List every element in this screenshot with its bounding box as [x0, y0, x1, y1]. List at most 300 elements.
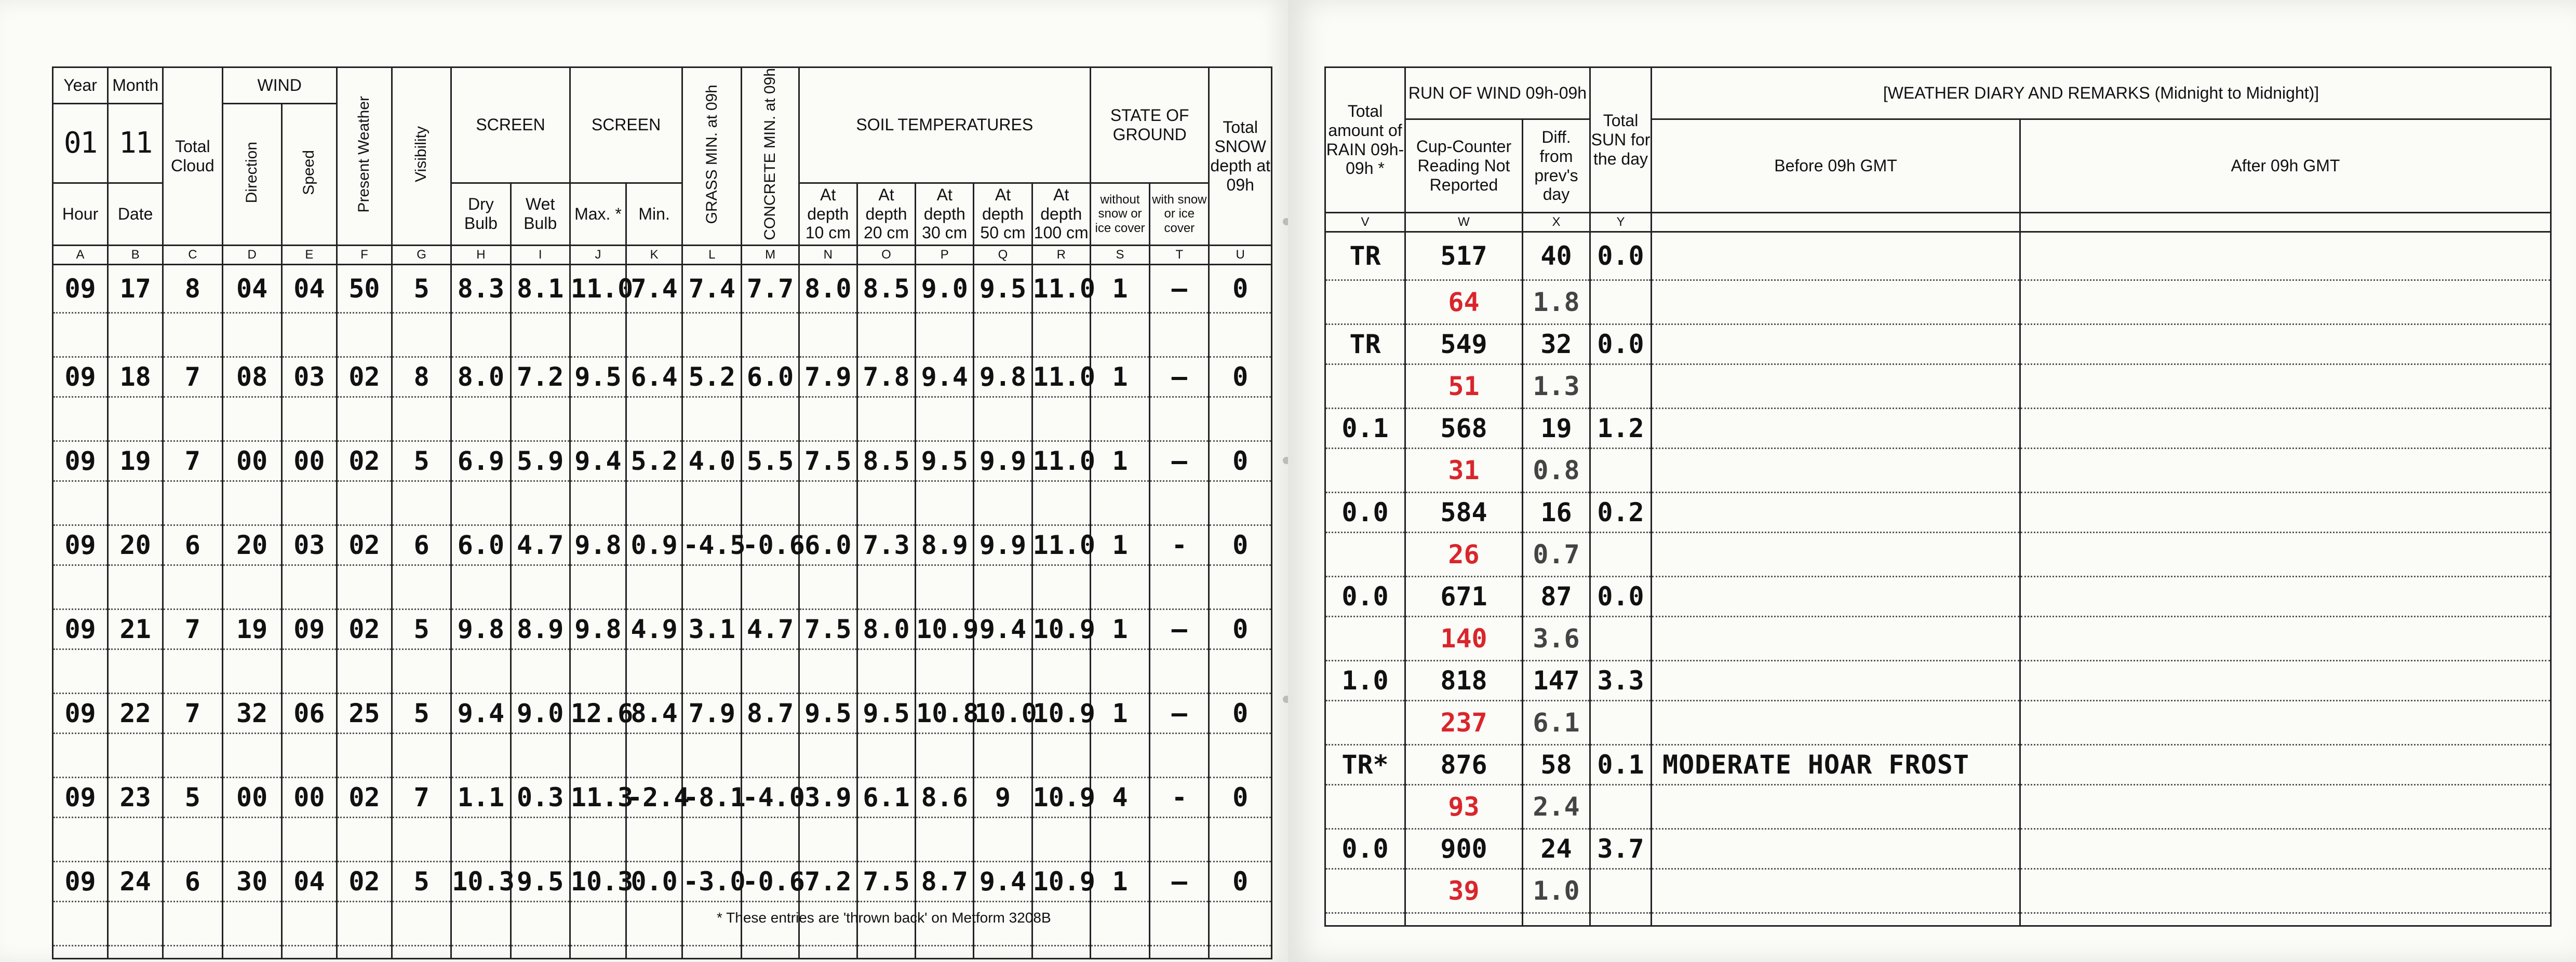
cell-ground: 1: [1090, 693, 1149, 733]
table-row: [53, 357, 1272, 397]
cell-empty: [281, 945, 337, 958]
cell-s100: 11.0: [1032, 525, 1090, 565]
cell-empty: [1032, 397, 1090, 441]
cell-empty: [682, 397, 742, 441]
min-header: Min.: [626, 183, 682, 245]
cell-vis: 5: [392, 693, 451, 733]
cell-s30: 9.0: [916, 264, 974, 313]
column-letter: D: [222, 245, 281, 264]
cell-ground-snow: –: [1150, 441, 1209, 481]
cell-s10: 7.5: [799, 609, 857, 649]
table-row: [53, 441, 1272, 481]
cell-empty: [682, 313, 742, 357]
cell-diff: 87: [1523, 577, 1590, 617]
cell-empty: [1150, 481, 1209, 525]
cell-empty: [337, 313, 392, 357]
cell-empty: [1652, 701, 2020, 745]
cell-s20: 8.5: [857, 441, 915, 481]
cell-cup-counter: 818: [1405, 661, 1523, 701]
cell-empty: [1652, 533, 2020, 577]
total-cloud-header: Total Cloud: [163, 67, 222, 246]
cell-empty: [1032, 817, 1090, 861]
soil-50cm-header: At depth 50 cm: [974, 183, 1032, 245]
cell-max: 9.5: [570, 357, 626, 397]
cell-wet: 0.3: [511, 777, 570, 817]
cell-s20: 7.5: [857, 861, 915, 901]
cell-empty: [799, 649, 857, 693]
cell-cloud: 7: [163, 693, 222, 733]
cell-speed: 03: [281, 525, 337, 565]
cell-s50: 9.9: [974, 441, 1032, 481]
cell-empty: [108, 817, 163, 861]
table-row: [53, 861, 1272, 901]
cell-min: 7.4: [626, 264, 682, 313]
column-letter: E: [281, 245, 337, 264]
cell-max: 12.6: [570, 693, 626, 733]
cell-min: 6.4: [626, 357, 682, 397]
hour-header: Hour: [53, 183, 108, 245]
cell-empty: [916, 481, 974, 525]
cell-empty: [857, 397, 915, 441]
cell-speed: 06: [281, 693, 337, 733]
cell-remark-after: [2020, 409, 2551, 449]
soil-20cm-header: At depth 20 cm: [857, 183, 915, 245]
cell-empty: [570, 901, 626, 945]
cell-empty: [974, 565, 1032, 609]
cell-empty: [222, 901, 281, 945]
cell-empty: [108, 945, 163, 958]
cell-diff: 16: [1523, 493, 1590, 533]
cell-empty: [222, 649, 281, 693]
table-row-tail: [1325, 913, 2551, 926]
cell-s100: 11.0: [1032, 264, 1090, 313]
table-row-sub: [1325, 533, 2551, 577]
cell-empty: [1150, 313, 1209, 357]
cell-empty: [451, 565, 511, 609]
cell-cloud: 5: [163, 777, 222, 817]
cell-diff: 40: [1523, 232, 1590, 280]
cell-min: 4.9: [626, 609, 682, 649]
cell-empty: [857, 733, 915, 777]
cell-dry: 6.9: [451, 441, 511, 481]
cell-empty: [857, 945, 915, 958]
cell-empty: [682, 649, 742, 693]
cell-cloud: 6: [163, 861, 222, 901]
cell-rain: 0.0: [1325, 493, 1405, 533]
cell-empty: [451, 817, 511, 861]
cell-snow: 0: [1209, 264, 1272, 313]
cell-s20: 6.1: [857, 777, 915, 817]
column-letter-blank: [1652, 213, 2020, 232]
cell-empty: [1090, 733, 1149, 777]
cell-dir: 08: [222, 357, 281, 397]
cell-concrete: 5.5: [742, 441, 799, 481]
cell-max: 9.8: [570, 525, 626, 565]
cell-run: 26: [1405, 533, 1523, 577]
cell-empty: [337, 945, 392, 958]
cell-remark-before: [1652, 577, 2020, 617]
month-value: 11: [108, 104, 163, 183]
column-letter: T: [1150, 245, 1209, 264]
table-row: [1325, 232, 2551, 280]
cell-weather: 02: [337, 777, 392, 817]
cell-empty: [916, 817, 974, 861]
cell-empty: [511, 565, 570, 609]
cell-s50: 9.8: [974, 357, 1032, 397]
before-09h-header: Before 09h GMT: [1652, 119, 2020, 213]
column-letter: Q: [974, 245, 1032, 264]
cell-empty: [392, 565, 451, 609]
cell-wet: 9.5: [511, 861, 570, 901]
cell-empty: [337, 397, 392, 441]
cell-empty: [222, 397, 281, 441]
cell-s20: 7.8: [857, 357, 915, 397]
cell-weather: 02: [337, 357, 392, 397]
cell-ground: 1: [1090, 861, 1149, 901]
cell-rain: TR*: [1325, 745, 1405, 785]
cell-empty: [163, 817, 222, 861]
cell-snow: 0: [1209, 357, 1272, 397]
column-letter: M: [742, 245, 799, 264]
cell-empty: [626, 649, 682, 693]
ground-without-snow-header: without snow or ice cover: [1090, 183, 1149, 245]
cell-empty: [2020, 364, 2551, 409]
cell-max: 11.3: [570, 777, 626, 817]
cell-speed: 04: [281, 264, 337, 313]
cell-s100: 10.9: [1032, 609, 1090, 649]
cell-empty: [799, 313, 857, 357]
cell-empty: [1032, 945, 1090, 958]
soil-30cm-header: At depth 30 cm: [916, 183, 974, 245]
cell-s30: 8.9: [916, 525, 974, 565]
cell-empty: [451, 649, 511, 693]
cell-empty: [53, 817, 108, 861]
cell-empty: [511, 817, 570, 861]
cell-remark-after: [2020, 661, 2551, 701]
table-row-spacer: [53, 817, 1272, 861]
left-observation-rows: [53, 264, 1272, 958]
cell-sun: 0.0: [1590, 324, 1652, 364]
cell-empty: [163, 649, 222, 693]
cell-cup-counter: 517: [1405, 232, 1523, 280]
cell-empty: [1325, 280, 1405, 324]
cell-wet: 4.7: [511, 525, 570, 565]
cell-empty: [1032, 649, 1090, 693]
cell-empty: [916, 397, 974, 441]
cell-empty: [1325, 533, 1405, 577]
cell-empty: [626, 817, 682, 861]
cell-empty: [626, 313, 682, 357]
cell-remark-before: [1652, 661, 2020, 701]
cell-empty: [570, 565, 626, 609]
cell-empty: [163, 481, 222, 525]
cell-sun: 0.2: [1590, 493, 1652, 533]
cell-empty: [799, 397, 857, 441]
cell-empty: [742, 945, 799, 958]
cell-empty: [1209, 313, 1272, 357]
soil-temperatures-header: SOIL TEMPERATURES: [799, 67, 1090, 183]
table-row: [53, 525, 1272, 565]
column-letter-row: [1325, 213, 2551, 232]
cell-remark-after: [2020, 232, 2551, 280]
cell-empty: [1652, 280, 2020, 324]
cell-dir: 04: [222, 264, 281, 313]
cell-empty: [511, 733, 570, 777]
cell-empty: [511, 481, 570, 525]
column-letter-row: [53, 245, 1272, 264]
cell-empty: [163, 733, 222, 777]
cell-s20: 9.5: [857, 693, 915, 733]
table-row-spacer: [53, 313, 1272, 357]
cell-dry: 9.8: [451, 609, 511, 649]
column-letter: P: [916, 245, 974, 264]
cell-empty: [799, 945, 857, 958]
cell-concrete: -0.6: [742, 525, 799, 565]
cell-concrete: -0.6: [742, 861, 799, 901]
column-letter: O: [857, 245, 915, 264]
cell-empty: [1150, 817, 1209, 861]
column-letter: W: [1405, 213, 1523, 232]
cell-max: 9.4: [570, 441, 626, 481]
cell-snow: 0: [1209, 693, 1272, 733]
cell-vis: 6: [392, 525, 451, 565]
table-row-sub: [1325, 701, 2551, 745]
cell-s100: 10.9: [1032, 861, 1090, 901]
cell-date: 23: [108, 777, 163, 817]
cell-cloud: 6: [163, 525, 222, 565]
cell-empty: [1325, 364, 1405, 409]
cell-empty: [974, 649, 1032, 693]
max-header: Max. *: [570, 183, 626, 245]
cell-empty: [742, 313, 799, 357]
footnote: * These entries are 'thrown back' on Metform 3208B: [717, 910, 1051, 926]
cell-sun: 3.3: [1590, 661, 1652, 701]
cell-empty: [1325, 869, 1405, 913]
cell-date: 22: [108, 693, 163, 733]
cell-empty: [799, 817, 857, 861]
table-row: [53, 609, 1272, 649]
cell-date: 20: [108, 525, 163, 565]
cell-empty: [742, 817, 799, 861]
cell-diff: 24: [1523, 829, 1590, 869]
cell-grass: 7.4: [682, 264, 742, 313]
cell-ground-snow: –: [1150, 357, 1209, 397]
cell-weather: 02: [337, 609, 392, 649]
table-row: [1325, 745, 2551, 785]
cell-s100: 10.9: [1032, 777, 1090, 817]
cell-empty: [281, 565, 337, 609]
cell-empty: [1090, 397, 1149, 441]
cell-empty: [1590, 364, 1652, 409]
year-value: 01: [53, 104, 108, 183]
cell-empty: [163, 313, 222, 357]
cell-empty: [337, 565, 392, 609]
cell-cup-counter: 549: [1405, 324, 1523, 364]
column-letter: R: [1032, 245, 1090, 264]
cell-empty: [682, 481, 742, 525]
cell-empty: [2020, 617, 2551, 661]
cell-empty: [1652, 364, 2020, 409]
cell-empty: [1032, 565, 1090, 609]
cell-s30: 10.9: [916, 609, 974, 649]
cell-wet: 8.9: [511, 609, 570, 649]
cell-empty: [53, 945, 108, 958]
table-row-sub: [1325, 869, 2551, 913]
cell-empty: [916, 649, 974, 693]
cell-empty: [281, 649, 337, 693]
date-header: Date: [108, 183, 163, 245]
cell-s50: 9.4: [974, 861, 1032, 901]
cell-ground-snow: -: [1150, 777, 1209, 817]
cell-vis: 5: [392, 264, 451, 313]
cell-empty: [451, 313, 511, 357]
cell-empty: [916, 733, 974, 777]
cell-empty: [2020, 869, 2551, 913]
cell-s100: 10.9: [1032, 693, 1090, 733]
cell-empty: [451, 945, 511, 958]
cell-dry: 6.0: [451, 525, 511, 565]
cell-remark-before: [1652, 232, 2020, 280]
cell-speed: 03: [281, 357, 337, 397]
cell-weather: 02: [337, 441, 392, 481]
cell-s10: 7.2: [799, 861, 857, 901]
table-row-sub: [1325, 617, 2551, 661]
cell-empty: [799, 481, 857, 525]
cell-date: 24: [108, 861, 163, 901]
table-row: [1325, 661, 2551, 701]
table-row-spacer: [53, 397, 1272, 441]
cell-empty: [626, 945, 682, 958]
cell-dry: 9.4: [451, 693, 511, 733]
cell-run-rate: 3.6: [1523, 617, 1590, 661]
cell-vis: 5: [392, 441, 451, 481]
cell-concrete: -4.0: [742, 777, 799, 817]
cell-empty: [1090, 565, 1149, 609]
cell-empty: [53, 481, 108, 525]
cell-empty: [857, 565, 915, 609]
cell-empty: [742, 649, 799, 693]
cell-vis: 8: [392, 357, 451, 397]
cell-empty: [1590, 533, 1652, 577]
cell-empty: [392, 945, 451, 958]
cell-empty: [570, 481, 626, 525]
cell-sun: 0.0: [1590, 232, 1652, 280]
cell-ground-snow: –: [1150, 264, 1209, 313]
cell-s50: 10.0: [974, 693, 1032, 733]
cell-empty: [626, 901, 682, 945]
cell-empty: [108, 733, 163, 777]
cell-empty: [222, 313, 281, 357]
cell-empty: [53, 313, 108, 357]
cell-hour: 09: [53, 357, 108, 397]
cell-empty: [53, 649, 108, 693]
cell-s10: 3.9: [799, 777, 857, 817]
cell-snow: 0: [1209, 861, 1272, 901]
cell-vis: 5: [392, 861, 451, 901]
cell-grass: -8.1: [682, 777, 742, 817]
cell-grass: 3.1: [682, 609, 742, 649]
cell-weather: 25: [337, 693, 392, 733]
total-sun-header: Total SUN for the day: [1590, 67, 1652, 213]
cell-weather: 02: [337, 525, 392, 565]
cell-empty: [392, 901, 451, 945]
table-row-spacer: [53, 733, 1272, 777]
cell-run: 64: [1405, 280, 1523, 324]
table-row: [1325, 577, 2551, 617]
table-row: [1325, 829, 2551, 869]
cell-cup-counter: 900: [1405, 829, 1523, 869]
cell-hour: 09: [53, 861, 108, 901]
cell-run: 51: [1405, 364, 1523, 409]
column-letter: S: [1090, 245, 1149, 264]
cell-ground-snow: –: [1150, 693, 1209, 733]
cell-empty: [1590, 449, 1652, 493]
cell-run-rate: 1.0: [1523, 869, 1590, 913]
cell-empty: [281, 817, 337, 861]
cell-empty: [1652, 785, 2020, 829]
cell-empty: [570, 397, 626, 441]
cell-empty: [2020, 913, 2551, 926]
cell-remark-before: [1652, 409, 2020, 449]
cup-counter-header: Cup-Counter Reading Not Reported: [1405, 119, 1523, 213]
cell-sun: 0.0: [1590, 577, 1652, 617]
cell-empty: [916, 945, 974, 958]
month-header: Month: [108, 67, 163, 104]
cell-empty: [392, 649, 451, 693]
cell-wet: 5.9: [511, 441, 570, 481]
table-row-spacer: [53, 901, 1272, 945]
cell-empty: [337, 649, 392, 693]
cell-grass: 5.2: [682, 357, 742, 397]
table-row: [53, 264, 1272, 313]
column-letter: B: [108, 245, 163, 264]
cell-empty: [222, 565, 281, 609]
column-letter: N: [799, 245, 857, 264]
cell-dir: 30: [222, 861, 281, 901]
cell-s30: 9.5: [916, 441, 974, 481]
cell-empty: [1405, 913, 1523, 926]
year-header: Year: [53, 67, 108, 104]
cell-snow: 0: [1209, 609, 1272, 649]
cell-empty: [108, 649, 163, 693]
cell-empty: [2020, 533, 2551, 577]
cell-snow: 0: [1209, 441, 1272, 481]
cell-empty: [53, 733, 108, 777]
cell-empty: [974, 817, 1032, 861]
cell-max: 11.0: [570, 264, 626, 313]
cell-empty: [626, 481, 682, 525]
dry-bulb-header: Dry Bulb: [451, 183, 511, 245]
cell-empty: [1325, 449, 1405, 493]
column-letter-blank: [2020, 213, 2551, 232]
cell-rain: TR: [1325, 324, 1405, 364]
cell-grass: -3.0: [682, 861, 742, 901]
cell-empty: [742, 397, 799, 441]
cell-empty: [392, 733, 451, 777]
cell-cup-counter: 671: [1405, 577, 1523, 617]
column-letter: L: [682, 245, 742, 264]
cell-rain: TR: [1325, 232, 1405, 280]
cell-diff: 32: [1523, 324, 1590, 364]
cell-empty: [281, 481, 337, 525]
cell-empty: [799, 565, 857, 609]
cell-date: 19: [108, 441, 163, 481]
cell-empty: [1209, 481, 1272, 525]
cell-empty: [1590, 913, 1652, 926]
cell-rain: 0.0: [1325, 577, 1405, 617]
cell-empty: [570, 649, 626, 693]
cell-empty: [337, 733, 392, 777]
